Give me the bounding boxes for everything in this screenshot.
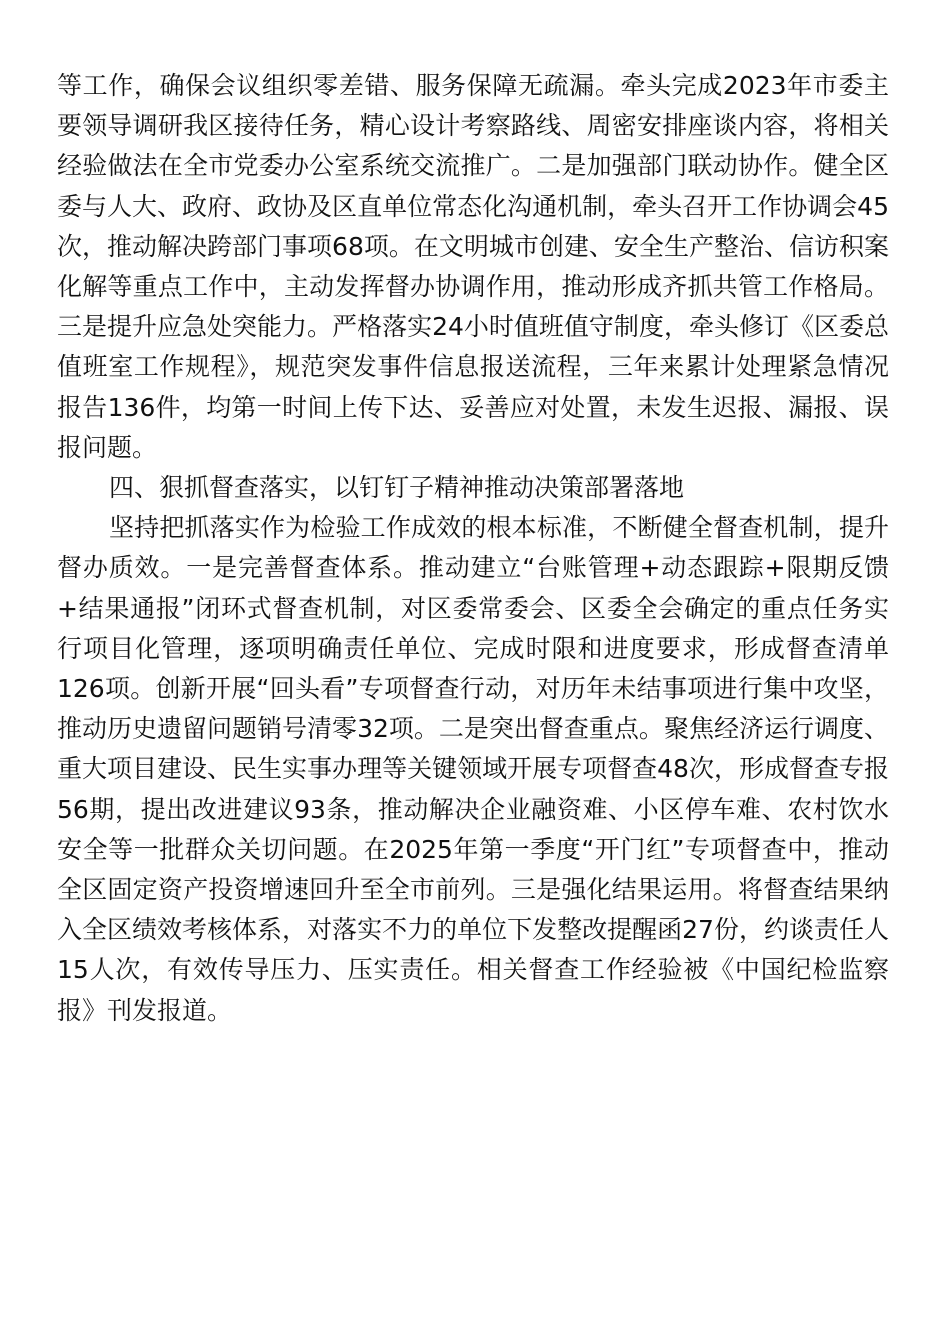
section-heading: 四、狠抓督查落实，以钉钉子精神推动决策部署落地: [109, 473, 685, 503]
paragraph-continuation: 等工作，确保会议组织零差错、服务保障无疏漏。牵头完成2023年市委主要领导调研我区接待任务，精心设计考察路线、周密安排座谈内容，将相关经验做法在全市党委办公室系统交流推广。二是加强部门联动协作。健全区委与人大、政府、政协及区直单位常态化沟通机制，牵头召开工作协调会45次，推动解决跨部门事项68项。在文明城市创建、安全生产整治、信访积案化解等重点工作中，主动发挥督办协调作用，推动形成齐抓共管工作格局。三是提升应急处突能力。严格落实24小时值班值守制度，牵头修订《区委总值班室工作规程》，规范突发事件信息报送流程，三年来累计处理紧急情况报告136件，均第一时间上传下达、妥善应对处置，未发生迟报、漏报、误报问题。: [57, 71, 889, 462]
paragraph-body: 坚持把抓落实作为检验工作成效的根本标准，不断健全督查机制，提升督办质效。一是完善督查体系。推动建立“台账管理+动态跟踪+限期反馈+结果通报”闭环式督查机制，对区委常委会、区委全会确定的重点任务实行项目化管理，逐项明确责任单位、完成时限和进度要求，形成督查清单126项。创新开展“回头看”专项督查行动，对历年未结事项进行集中攻坚，推动历史遗留问题销号清零32项。二是突出督查重点。聚焦经济运行调度、重大项目建设、民生实事办理等关键领域开展专项督查48次，形成督查专报56期，提出改进建议93条，推动解决企业融资难、小区停车难、农村饮水安全等一批群众关切问题。在2025年第一季度“开门红”专项督查中，推动全区固定资产投资增速回升至全市前列。三是强化结果运用。将督查结果纳入全区绩效考核体系，对落实不力的单位下发整改提醒函27份，约谈责任人15人次，有效传导压力、压实责任。相关督查工作经验被《中国纪检监察报》刊发报道。: [57, 513, 889, 1025]
document-page: [57, 66, 889, 1031]
